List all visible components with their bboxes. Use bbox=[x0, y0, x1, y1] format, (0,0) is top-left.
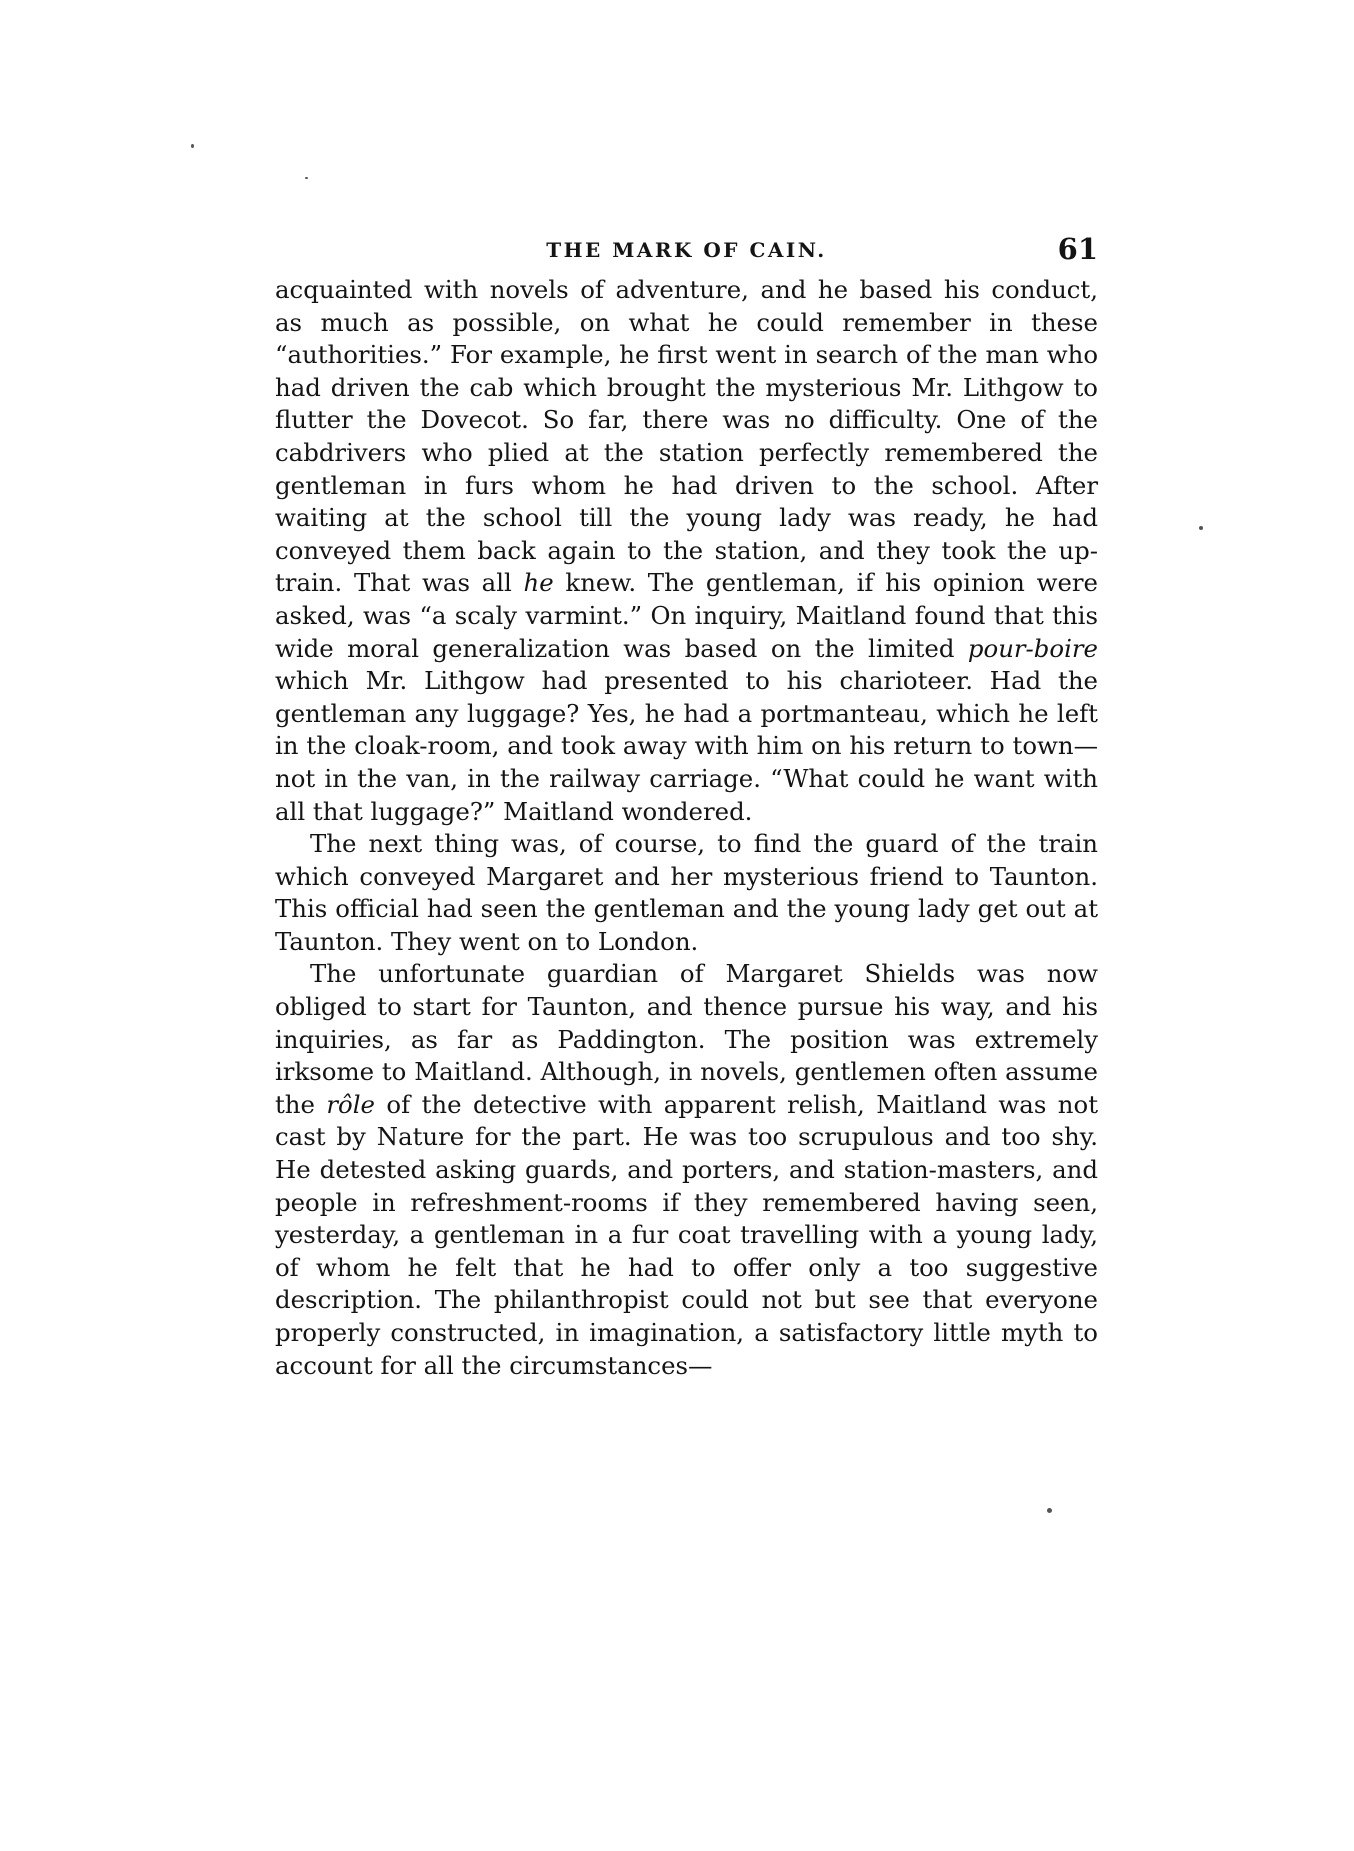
running-title: THE MARK OF CAIN. bbox=[546, 238, 827, 262]
running-head bbox=[275, 232, 1098, 272]
print-speck bbox=[305, 177, 308, 179]
text-run: The unfortunate guardian of Margaret Shields was now obliged to start for Taunton, and thence pursue his way, and his inquiries, as far as Paddington. The position was extremely irksome to Maitland. Although, in novels, gentlemen often assume the bbox=[275, 959, 1098, 1119]
text-run: knew. The gentleman, if his opinion were asked, was “a scaly varmint.” On inquiry, Maitland found that this wide moral generalization was based on the limited bbox=[275, 568, 1098, 663]
text-run: acquainted with novels of adventure, and he based his conduct, as much as possible, on what he could remember in these “authorities.” For example, he first went in search of the man who had driven the cab which brought the mysterious Mr. Lithgow to flutter the Dovecot. So far, there was no difficulty. One of the cabdrivers who plied at the station perfectly remembered the gentleman in furs whom he had driven to the school. After waiting at the school till the young lady was ready, he had conveyed them back again to the station, and they took the up-train. That was all bbox=[275, 275, 1098, 598]
body-text bbox=[275, 274, 1098, 1382]
italic-text-run: he bbox=[523, 568, 554, 598]
text-run: The next thing was, of course, to find the guard of the train which conveyed Margaret and her mysterious friend to Taunton. This official had seen the gentleman and the young lady get out at Taunton. They went on to London. bbox=[275, 829, 1098, 956]
print-speck bbox=[1199, 526, 1203, 530]
print-speck bbox=[1047, 1508, 1052, 1513]
italic-text-run: rôle bbox=[326, 1089, 375, 1119]
italic-text-run: pour-boire bbox=[967, 633, 1098, 663]
text-run: of the detective with apparent relish, Maitland was not cast by Nature for the part. He was too scrupulous and too shy. He detested asking guards, and porters, and station-masters, and people in refreshment-rooms if they remembered having seen, yesterday, a gentleman in a fur coat travelling with a young lady, of whom he felt that he had to offer only a too suggestive description. The philanthropist could not but see that everyone properly constructed, in imagination, a satisfactory little myth to account for all the circumstances— bbox=[275, 1089, 1098, 1380]
paragraph bbox=[275, 828, 1098, 958]
paragraph bbox=[275, 274, 1098, 828]
paragraph bbox=[275, 958, 1098, 1382]
page-number: 61 bbox=[1057, 232, 1098, 266]
text-run: which Mr. Lithgow had presented to his charioteer. Had the gentleman any luggage? Yes, he had a portmanteau, which he left in the cloak-room, and took away with him on his return to town—not in the van, in the railway carriage. “What could he want with all that luggage?” Maitland wondered. bbox=[275, 666, 1098, 826]
print-speck bbox=[191, 144, 194, 148]
